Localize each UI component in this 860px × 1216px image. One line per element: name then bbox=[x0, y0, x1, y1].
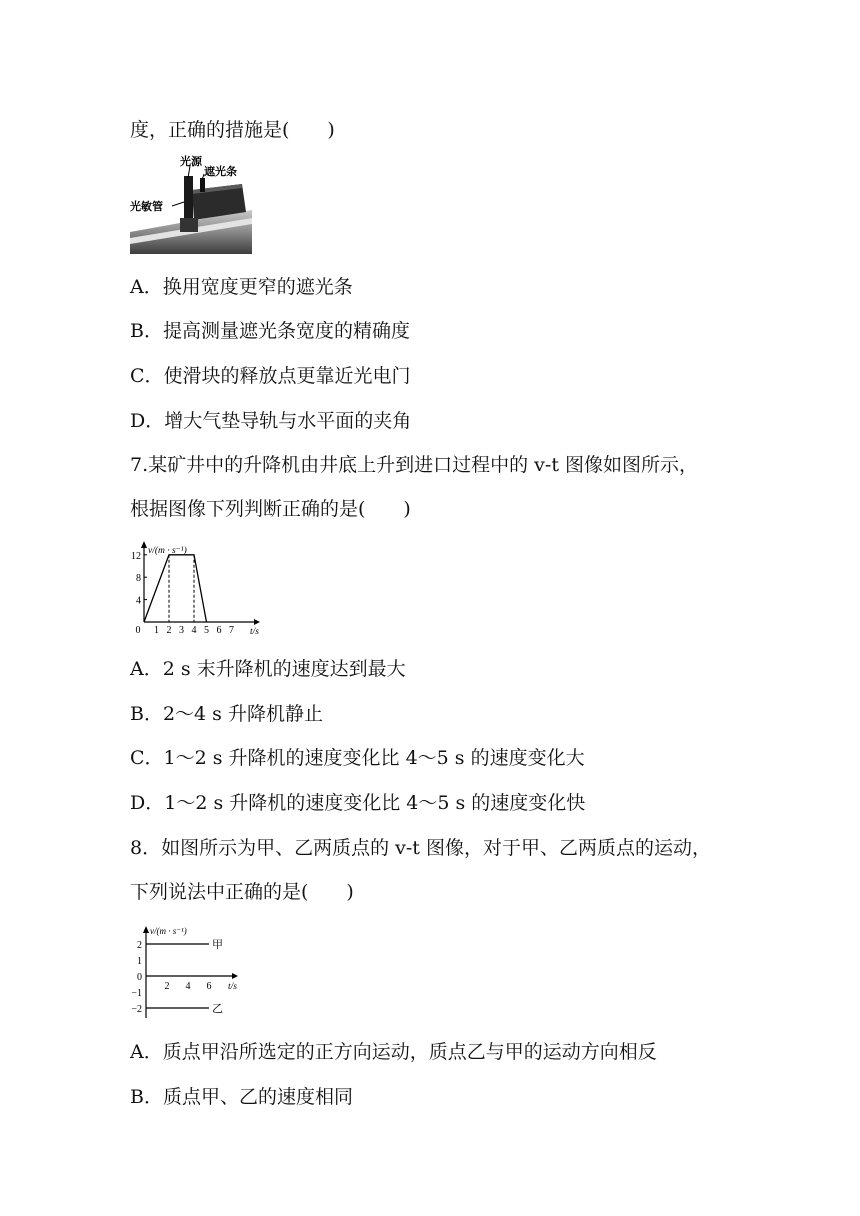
photogate-photo bbox=[130, 152, 252, 258]
q8-option-b: B．质点甲、乙的速度相同 bbox=[130, 1086, 353, 1108]
q7-option-a: A．2 s 末升降机的速度达到最大 bbox=[130, 658, 406, 680]
x-tick-label: 0 bbox=[135, 625, 141, 634]
y-tick-label: 12 bbox=[131, 550, 141, 562]
q7-stem-line2: 根据图像下列判断正确的是( ) bbox=[130, 498, 411, 520]
q6-option-a: A．换用宽度更窄的遮光条 bbox=[130, 276, 353, 298]
x-tick-label: 2 bbox=[166, 625, 172, 634]
y-tick-label: 1 bbox=[137, 956, 142, 967]
x-tick-label: 6 bbox=[216, 625, 222, 634]
series-label-jia: 甲 bbox=[212, 939, 223, 951]
x-axis-label: t/s bbox=[250, 627, 259, 634]
x-axis-label: t/s bbox=[228, 982, 237, 992]
q7-option-b: B．2～4 s 升降机静止 bbox=[130, 703, 323, 725]
label-light-source: 光源 bbox=[180, 156, 202, 168]
y-tick-label: 8 bbox=[136, 573, 141, 585]
y-axis-arrow bbox=[143, 926, 149, 933]
q6-option-c: C．使滑块的释放点更靠近光电门 bbox=[130, 365, 411, 387]
q8-option-a: A．质点甲沿所选定的正方向运动，质点乙与甲的运动方向相反 bbox=[130, 1041, 657, 1063]
q7-option-d: D．1～2 s 升降机的速度变化比 4～5 s 的速度变化快 bbox=[130, 792, 586, 814]
q6-option-d: D．增大气垫导轨与水平面的夹角 bbox=[130, 410, 412, 432]
y-axis-arrow bbox=[141, 541, 147, 548]
y-tick-label: −1 bbox=[131, 988, 142, 999]
series-label-yi: 乙 bbox=[212, 1003, 223, 1015]
label-shade-strip: 遮光条 bbox=[204, 166, 237, 178]
x-tick-label: 5 bbox=[204, 625, 209, 634]
q7-stem-line1: 7.某矿井中的升降机由井底上升到进口过程中的 v-t 图像如图所示， bbox=[130, 454, 698, 476]
y-axis-label: v/(m · s⁻¹) bbox=[150, 926, 187, 936]
y-tick-label: 4 bbox=[136, 595, 141, 607]
x-tick-label: 4 bbox=[185, 981, 191, 992]
x-tick-label: 3 bbox=[179, 625, 184, 634]
x-axis-arrow bbox=[254, 619, 260, 625]
y-axis-label: v/(m · s⁻¹) bbox=[148, 546, 187, 556]
chart-q7 bbox=[130, 538, 260, 638]
q8-stem-line1: 8．如图所示为甲、乙两质点的 v-t 图像，对于甲、乙两质点的运动， bbox=[130, 837, 711, 859]
x-tick-label: 2 bbox=[164, 981, 170, 992]
q8-stem-line2: 下列说法中正确的是( ) bbox=[130, 881, 354, 903]
q6-option-b: B．提高测量遮光条宽度的精确度 bbox=[130, 320, 410, 342]
x-tick-label: 6 bbox=[206, 981, 212, 992]
y-tick-label: −2 bbox=[131, 1004, 142, 1015]
q7-option-c: C．1～2 s 升降机的速度变化比 4～5 s 的速度变化大 bbox=[130, 747, 585, 769]
x-tick-label: 7 bbox=[229, 625, 234, 634]
label-photo-tube: 光敏管 bbox=[130, 201, 163, 213]
y-tick-label: 2 bbox=[137, 940, 142, 951]
velocity-series-line bbox=[144, 555, 207, 622]
x-axis-arrow bbox=[232, 973, 238, 979]
chart-q7-svg bbox=[130, 538, 260, 634]
y-tick-label: 0 bbox=[137, 972, 142, 983]
chart-q8-svg bbox=[128, 922, 252, 1022]
q6-stem-tail: 度，正确的措施是( ) bbox=[130, 119, 335, 141]
x-tick-label: 4 bbox=[191, 625, 197, 634]
x-tick-label: 1 bbox=[154, 625, 159, 634]
chart-q8 bbox=[128, 922, 252, 1026]
